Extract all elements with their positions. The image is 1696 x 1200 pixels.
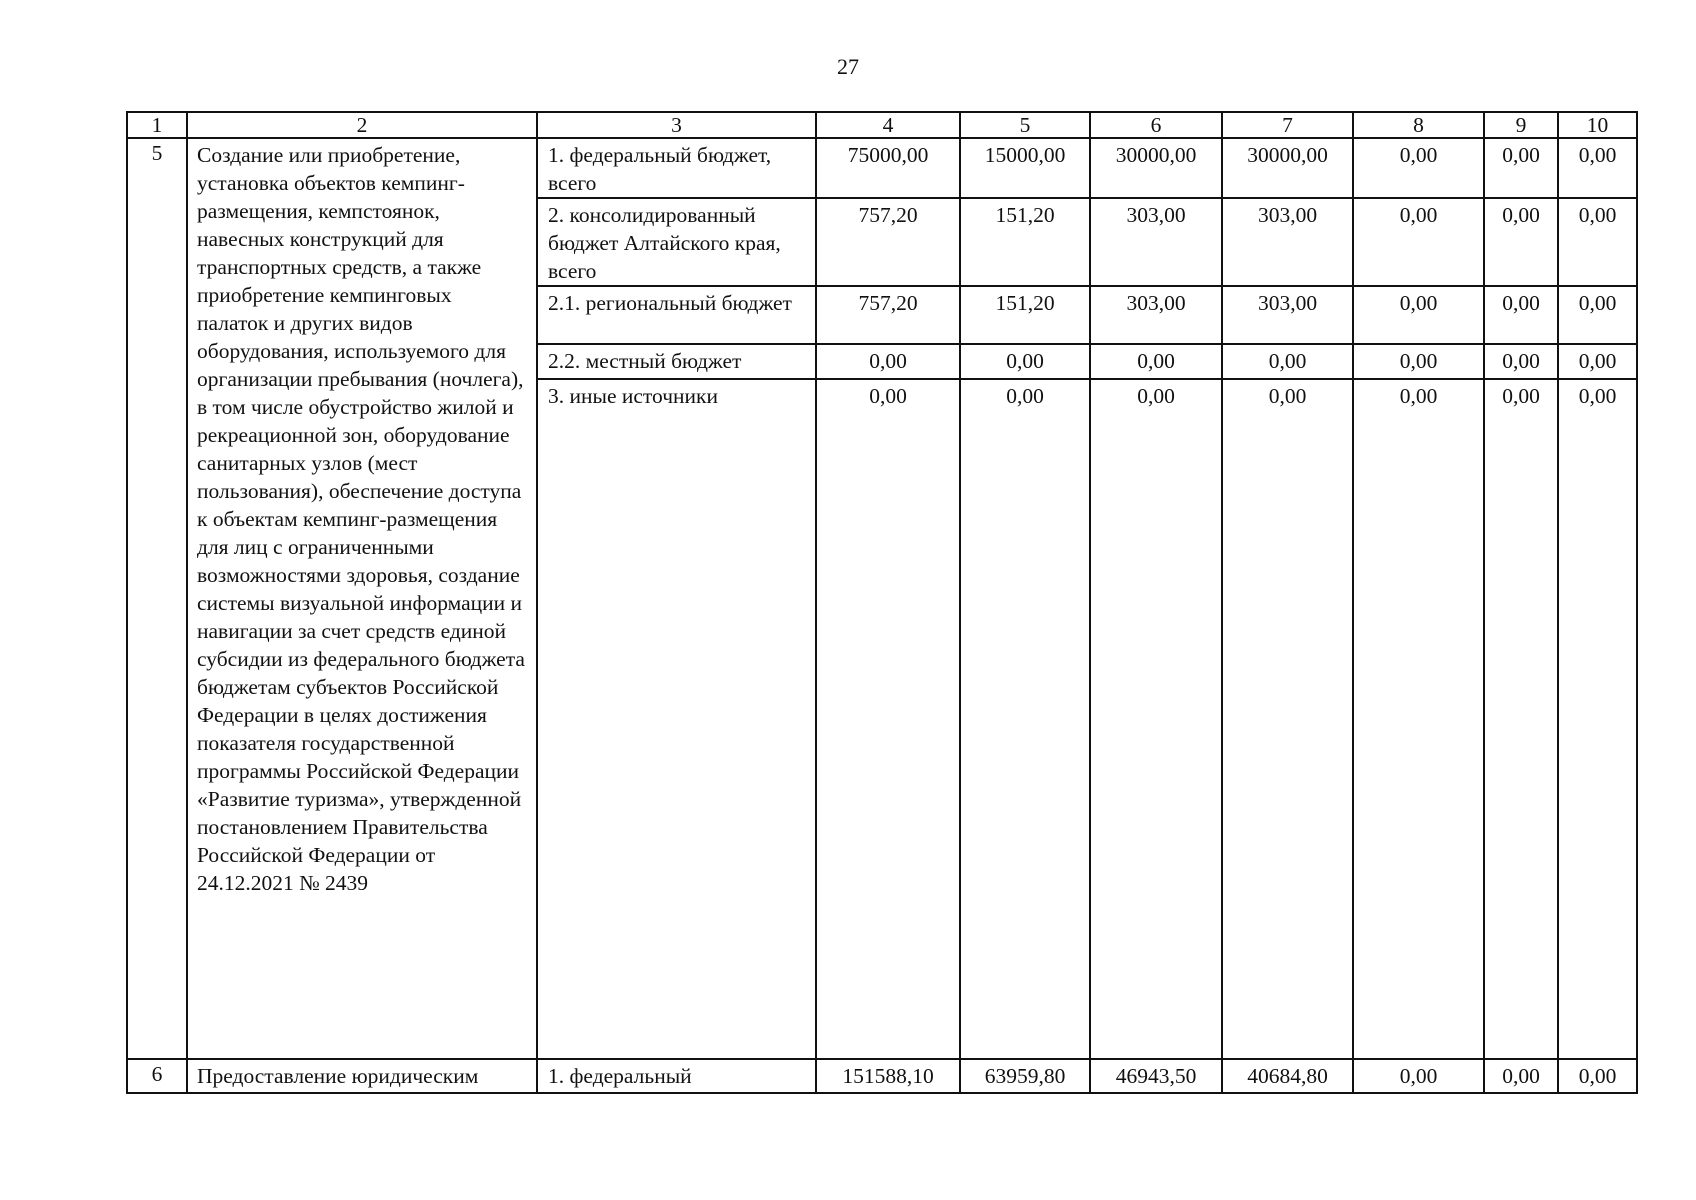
value-cell: 0,00 xyxy=(1353,344,1484,379)
value-cell: 0,00 xyxy=(1090,379,1222,1059)
funding-source: 1. федеральный xyxy=(537,1059,816,1093)
value-cell: 0,00 xyxy=(1353,1059,1484,1093)
value-cell: 0,00 xyxy=(816,344,960,379)
value-cell: 0,00 xyxy=(960,344,1090,379)
value-cell: 151,20 xyxy=(960,198,1090,286)
value-cell: 0,00 xyxy=(960,379,1090,1059)
value-cell: 0,00 xyxy=(1222,379,1353,1059)
value-cell: 0,00 xyxy=(1353,198,1484,286)
value-cell: 0,00 xyxy=(1558,379,1637,1059)
value-cell: 303,00 xyxy=(1222,286,1353,344)
row-description: Создание или приобретение, установка объектов кемпинг-размещения, кемпстоянок, навесных конструкций для транспортных средств, а также приобретение кемпинговых палаток и других видов оборудования, используемого для организации пребывания (ночлега), в том числе обустройство жилой и рекреационной зон, оборудование санитарных узлов (мест пользования), обеспечение доступа к объектам кемпинг-размещения для лиц с ограниченными возможностями здоровья, создание системы визуальной информации и навигации за счет средств единой субсидии из федерального бюджета бюджетам субъектов Российской Федерации в целях достижения показателя государственной программы Российской Федерации «Развитие туризма», утвержденной постановлением Правительства Российской Федерации от 24.12.2021 № 2439 xyxy=(187,138,537,1059)
value-cell: 151,20 xyxy=(960,286,1090,344)
value-cell: 303,00 xyxy=(1090,198,1222,286)
budget-table xyxy=(126,111,1638,1094)
table-row xyxy=(127,138,1637,198)
value-cell: 0,00 xyxy=(1353,379,1484,1059)
header-cell: 10 xyxy=(1558,112,1637,138)
value-cell: 757,20 xyxy=(816,286,960,344)
header-cell: 3 xyxy=(537,112,816,138)
funding-source: 2. консолидированный бюджет Алтайского края, всего xyxy=(537,198,816,286)
row-number: 5 xyxy=(127,138,187,1059)
value-cell: 0,00 xyxy=(1558,138,1637,198)
value-cell: 0,00 xyxy=(1353,138,1484,198)
value-cell: 0,00 xyxy=(1484,379,1558,1059)
funding-source: 2.2. местный бюджет xyxy=(537,344,816,379)
value-cell: 0,00 xyxy=(1558,344,1637,379)
row-description: Предоставление юридическим xyxy=(187,1059,537,1093)
row-number: 6 xyxy=(127,1059,187,1093)
header-row xyxy=(127,112,1637,138)
value-cell: 0,00 xyxy=(1484,1059,1558,1093)
value-cell: 303,00 xyxy=(1222,198,1353,286)
value-cell: 0,00 xyxy=(1484,344,1558,379)
header-cell: 4 xyxy=(816,112,960,138)
value-cell: 0,00 xyxy=(1484,198,1558,286)
value-cell: 0,00 xyxy=(1353,286,1484,344)
value-cell: 15000,00 xyxy=(960,138,1090,198)
page-number: 27 xyxy=(837,54,859,79)
value-cell: 40684,80 xyxy=(1222,1059,1353,1093)
header-cell: 1 xyxy=(127,112,187,138)
value-cell: 30000,00 xyxy=(1222,138,1353,198)
funding-source: 3. иные источники xyxy=(537,379,816,1059)
table-row xyxy=(127,1059,1637,1093)
header-cell: 9 xyxy=(1484,112,1558,138)
value-cell: 0,00 xyxy=(1484,286,1558,344)
value-cell: 0,00 xyxy=(816,379,960,1059)
value-cell: 63959,80 xyxy=(960,1059,1090,1093)
header-cell: 2 xyxy=(187,112,537,138)
value-cell: 0,00 xyxy=(1558,286,1637,344)
header-cell: 5 xyxy=(960,112,1090,138)
header-cell: 8 xyxy=(1353,112,1484,138)
value-cell: 0,00 xyxy=(1558,1059,1637,1093)
value-cell: 757,20 xyxy=(816,198,960,286)
value-cell: 46943,50 xyxy=(1090,1059,1222,1093)
header-cell: 7 xyxy=(1222,112,1353,138)
value-cell: 75000,00 xyxy=(816,138,960,198)
header-cell: 6 xyxy=(1090,112,1222,138)
funding-source: 1. федеральный бюджет, всего xyxy=(537,138,816,198)
value-cell: 0,00 xyxy=(1484,138,1558,198)
funding-source: 2.1. региональный бюджет xyxy=(537,286,816,344)
value-cell: 30000,00 xyxy=(1090,138,1222,198)
value-cell: 0,00 xyxy=(1090,344,1222,379)
value-cell: 0,00 xyxy=(1558,198,1637,286)
value-cell: 0,00 xyxy=(1222,344,1353,379)
value-cell: 303,00 xyxy=(1090,286,1222,344)
value-cell: 151588,10 xyxy=(816,1059,960,1093)
